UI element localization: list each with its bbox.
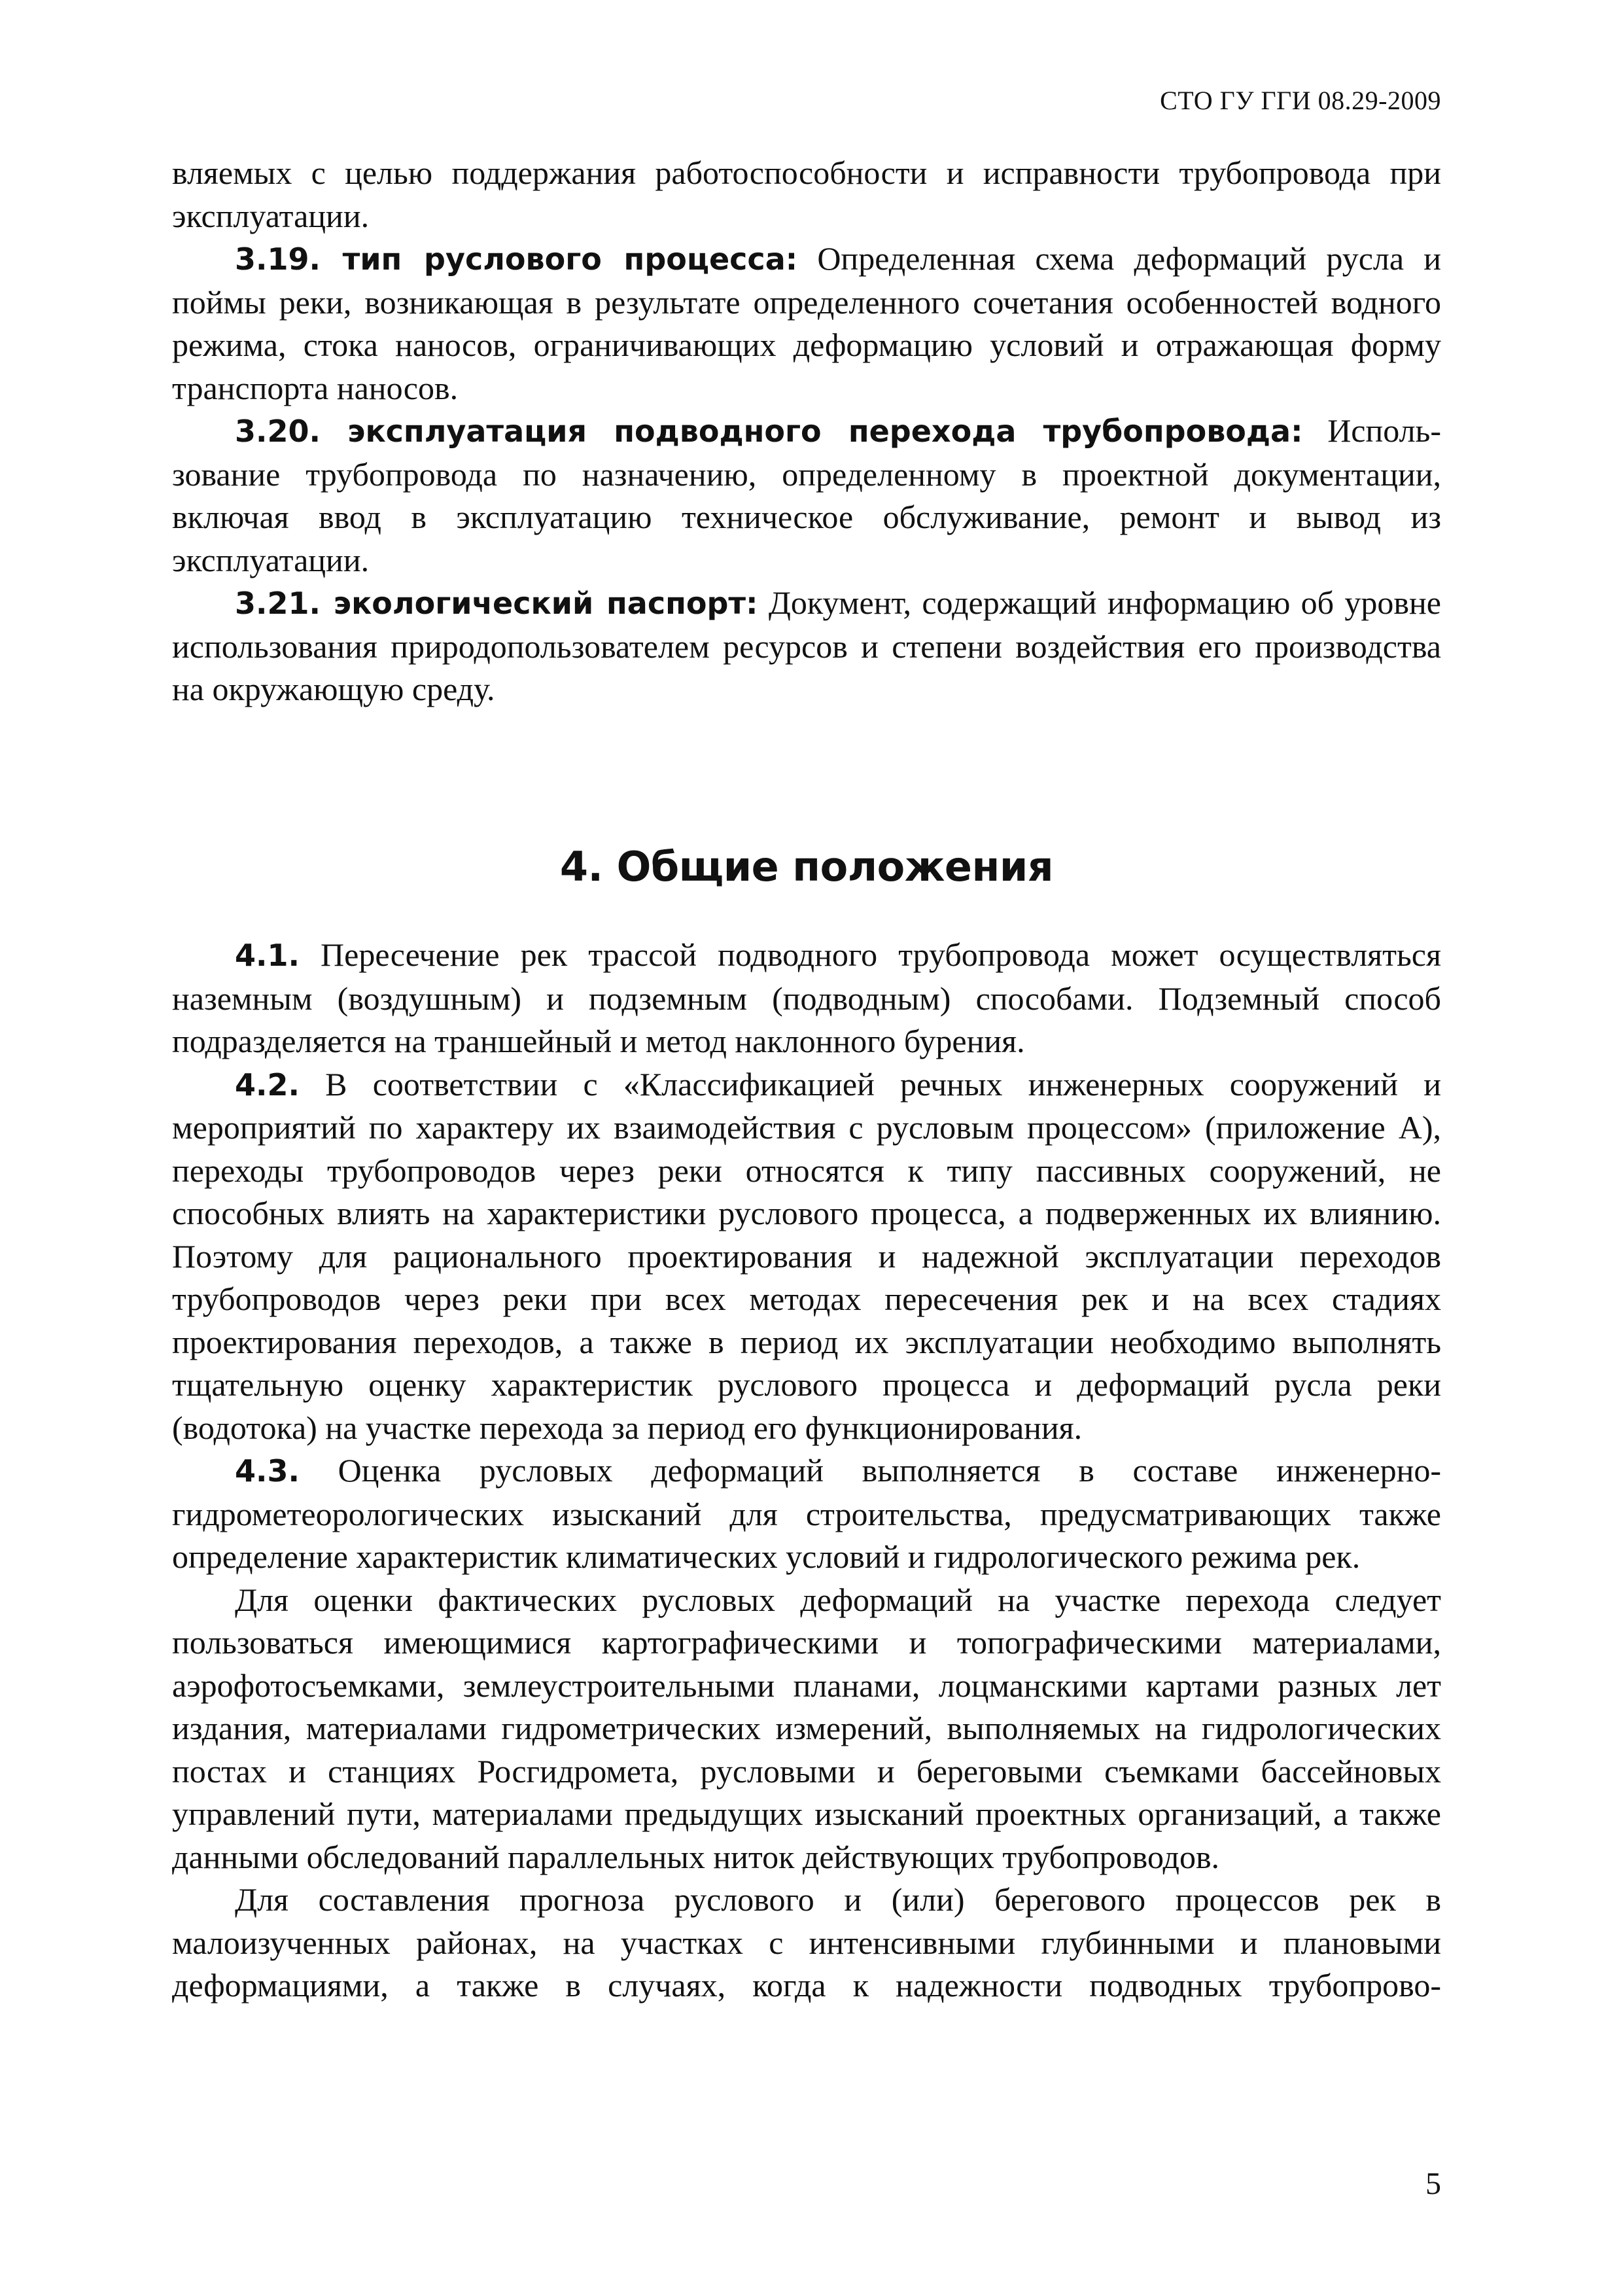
definition-term: 3.20. эксплуатация подводного перехода трубопровода:	[235, 414, 1303, 449]
clause-number: 4.3.	[235, 1453, 300, 1489]
body-paragraph: Для составления прогноза руслового и (или) берегового процессов рек в малоизученных районах, на участках с интенсивными глубинными и плановыми деформациями, а также в случаях, когда к надежности подводных трубопрово-	[172, 1881, 1441, 2004]
page-number: 5	[1425, 2166, 1441, 2201]
definition-3-19	[172, 238, 1441, 410]
clause-4-1	[172, 934, 1441, 1063]
definition-term: 3.19. тип руслового процесса:	[235, 241, 798, 277]
definition-term: 3.21. экологический паспорт:	[235, 586, 758, 621]
clause-text: Пересечение рек трассой подводного трубопровода может осуществляться наземным (воздушным) и подземным (подводным) способами. Подземный способ подразделяется на траншейный и метод наклонного бурения.	[172, 936, 1441, 1059]
document-code-header: СТО ГУ ГГИ 08.29-2009	[1160, 86, 1441, 115]
clause-4-2	[172, 1063, 1441, 1450]
continuation-paragraph: вляемых с целью поддержания работоспособности и исправности трубопровода при эксплуатации.	[172, 154, 1441, 234]
section-title: 4. Общие положения	[559, 842, 1054, 891]
clause-number: 4.2.	[235, 1067, 300, 1103]
clause-text: Оценка русловых деформаций выполняется в составе инженерно-гидрометеорологических изысканий для строительства, предусматривающих также определение характеристик климатических условий и гидрологического режима рек.	[172, 1452, 1441, 1575]
clause-text: В соответствии с «Классификацией речных инженерных сооружений и мероприятий по характеру их взаимодействия с русловым процессом» (приложение А), переходы трубопроводов через реки относятся к типу пассивных сооружений, не способных влиять на характеристики руслового процесса, а подверженных их влиянию. Поэтому для рационального проектирования и надежной эксплуатации переходов трубопроводов через реки при всех методах пересечения рек и на всех стадиях проектирования переходов, а также в период их эксплуатации необходимо выполнять тщательную оценку характеристик руслового процесса и деформаций русла реки (водотока) на участке перехода за период его функционирования.	[172, 1065, 1441, 1446]
definition-text: Документ, содержащий информацию об уровне использования природопользователем ресурсов и степени воздействия его производства на окружающую среду.	[172, 584, 1441, 707]
definition-text: Использование трубопровода по назначению, определенному в проектной документации, включая ввод в эксплуатацию техническое обслуживание, ремонт и вывод из эксплуатации.	[172, 412, 1441, 578]
definition-3-20	[172, 410, 1441, 582]
definition-3-21	[172, 582, 1441, 711]
clause-number: 4.1.	[235, 938, 300, 973]
page-content	[172, 152, 1441, 2007]
definition-text: Определенная схема деформаций русла и поймы реки, возникающая в результате определенного сочетания особенностей водного режима, стока наносов, ограничивающих деформацию условий и отражающая форму транспорта наносов.	[172, 240, 1441, 406]
body-paragraph: Для оценки фактических русловых деформаций на участке перехода следует пользоваться имеющимися картографическими и топографическими материалами, аэрофотосъемками, землеустроительными планами, лоцманскими картами разных лет издания, материалами гидрометрических измерений, выполняемых на гидрологических постах и станциях Росгидромета, русловыми и береговыми съемками бассейновых управлений пути, материалами предыдущих изысканий проектных организаций, а также данными обследований параллельных ниток действующих трубопроводов.	[172, 1581, 1441, 1875]
clause-4-3	[172, 1449, 1441, 1579]
